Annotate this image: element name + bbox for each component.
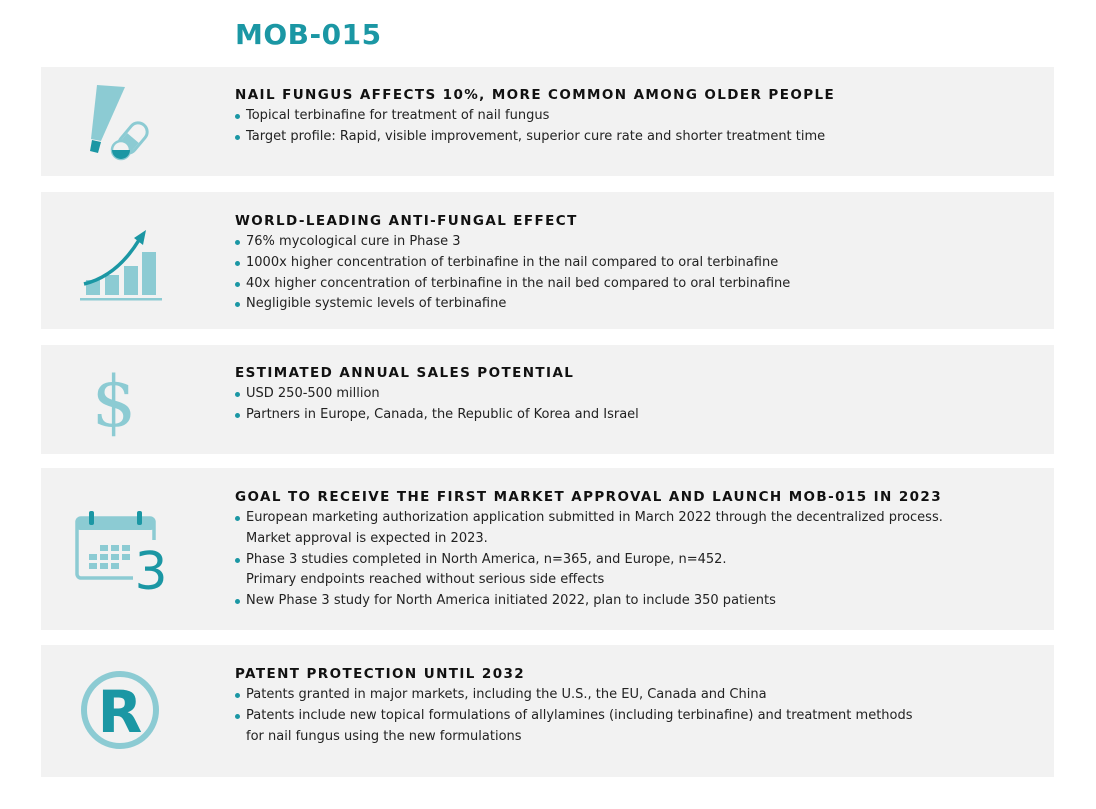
list-item: New Phase 3 study for North America initiated 2022, plan to include 350 patients: [235, 591, 943, 612]
list-item: Negligible systemic levels of terbinafine: [235, 294, 790, 315]
bullet-list: [235, 508, 943, 612]
list-item: 1000x higher concentration of terbinafine in the nail compared to oral terbinafine: [235, 253, 790, 274]
section-card-sales-potential: [41, 345, 1054, 454]
list-item: 40x higher concentration of terbinafine in the nail bed compared to oral terbinafine: [235, 274, 790, 295]
list-item: Target profile: Rapid, visible improvement, superior cure rate and shorter treatment time: [235, 127, 835, 148]
bullet-list: [235, 384, 639, 426]
svg-text:R: R: [97, 678, 143, 746]
bullet-list: [235, 232, 790, 315]
section-card-antifungal-effect: [41, 192, 1054, 329]
bullet-list: [235, 106, 835, 148]
registered-trademark-icon: [79, 670, 161, 752]
list-item: Patents include new topical formulations of allylamines (including terbinafine) and treatment methods for nail fungus using the new formulations: [235, 706, 913, 748]
list-item: USD 250-500 million: [235, 384, 639, 405]
section-heading: WORLD-LEADING ANTI-FUNGAL EFFECT: [235, 213, 578, 229]
bullet-list: [235, 685, 913, 747]
tube-and-pill-icon: [87, 83, 153, 163]
section-card-patent-protection: [41, 645, 1054, 777]
list-item: European marketing authorization application submitted in March 2022 through the decentralized process. Market approval is expected in 2023.: [235, 508, 943, 550]
page-title: MOB-015: [235, 18, 382, 51]
section-heading: PATENT PROTECTION UNTIL 2032: [235, 666, 526, 682]
section-card-market-approval: [41, 468, 1054, 630]
list-item: Topical terbinafine for treatment of nail fungus: [235, 106, 835, 127]
list-item: Phase 3 studies completed in North America, n=365, and Europe, n=452. Primary endpoints reached without serious side effects: [235, 550, 943, 592]
section-heading: GOAL TO RECEIVE THE FIRST MARKET APPROVAL AND LAUNCH MOB-015 IN 2023: [235, 489, 942, 505]
svg-text:$: $: [91, 361, 137, 439]
svg-text:3: 3: [134, 542, 168, 592]
list-item: 76% mycological cure in Phase 3: [235, 232, 790, 253]
section-heading: ESTIMATED ANNUAL SALES POTENTIAL: [235, 365, 575, 381]
section-heading: NAIL FUNGUS AFFECTS 10%, MORE COMMON AMONG OLDER PEOPLE: [235, 87, 836, 103]
dollar-icon: [89, 361, 139, 439]
section-card-nail-fungus: [41, 67, 1054, 176]
list-item: Patents granted in major markets, including the U.S., the EU, Canada and China: [235, 685, 913, 706]
growth-chart-icon: [79, 228, 165, 304]
list-item: Partners in Europe, Canada, the Republic of Korea and Israel: [235, 405, 639, 426]
calendar-icon: [75, 510, 169, 592]
